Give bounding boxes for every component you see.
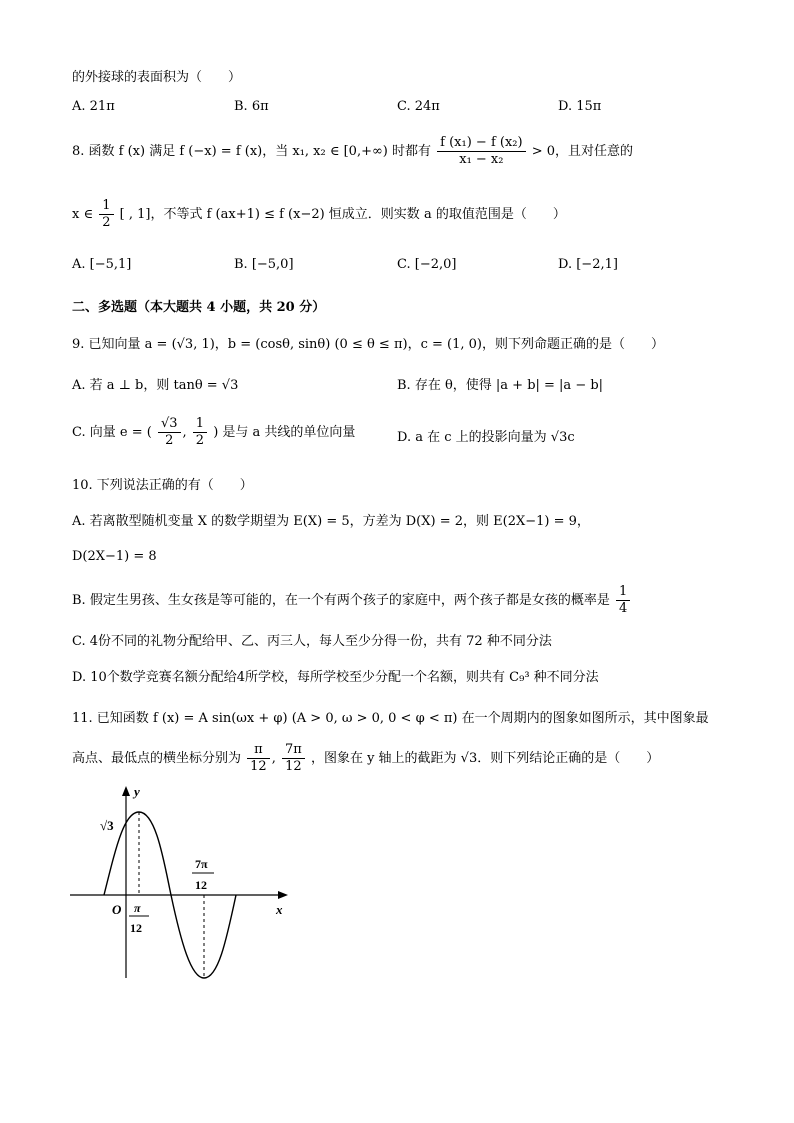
- q11-line2-suffix: ，图象在 y 轴上的截距为 √3．则下列结论正确的是（ ）: [310, 751, 660, 766]
- max-value-label: √3: [100, 818, 114, 833]
- q10-option-a-line1: A. 若离散型随机变量 X 的数学期望为 E(X) = 5，方差为 D(X) = 2，则 E(2X−1) = 9，: [72, 514, 590, 529]
- q10-option-b-fraction: [616, 584, 630, 617]
- q7-option-c: C. 24π: [397, 99, 440, 114]
- q8-line2-fraction-num: 1: [99, 198, 113, 215]
- q8-option-c: C. [−2,0]: [397, 257, 457, 272]
- tick1-num: π: [134, 901, 141, 915]
- q9-stem: 9. 已知向量 a = (√3, 1)，b = (cosθ, sinθ) (0 ≤ θ ≤ π)，c = (1, 0)，则下列命题正确的是（ ）: [72, 337, 664, 352]
- q8-line2-fraction: [99, 198, 113, 231]
- q11-line2-prefix: 高点、最低点的横坐标分别为: [72, 751, 242, 766]
- q9-option-c-suffix: ) 是与 a 共线的单位向量: [213, 425, 356, 440]
- q9-frac1-num: √3: [158, 416, 181, 433]
- q7-option-b: B. 6π: [234, 99, 269, 114]
- q11-stem-line2: 高点、最低点的横坐标分别为 $\frac{\pi}{12}$ , $\frac{7\pi}{12}$ ，图象在 y 轴上的截距为 √3．则下列结论正确的是（ ）: [72, 742, 660, 774]
- q10-option-b: [72, 584, 632, 617]
- q9-option-a: A. 若 a ⊥ b，则 tanθ = √3: [72, 378, 239, 393]
- q11-frac2-num: 7π: [282, 742, 305, 759]
- q8-line2-prefix: x ∈: [72, 207, 94, 222]
- q9-frac2-den: 2: [195, 433, 205, 448]
- x-axis-arrow: [278, 891, 288, 899]
- q9-option-c-prefix: C. 向量 e = (: [72, 425, 152, 440]
- q7-option-d: D. 15π: [558, 99, 602, 114]
- q8-option-b: B. [−5,0]: [234, 257, 294, 272]
- q11-frac2-den: 12: [285, 759, 302, 774]
- q9-option-d: D. a 在 c 上的投影向量为 √3c: [397, 430, 575, 445]
- y-axis-label: y: [134, 784, 140, 799]
- q8-option-d: D. [−2,1]: [558, 257, 618, 272]
- q11-frac1: [247, 742, 270, 775]
- q8-fraction: [437, 135, 525, 168]
- x-axis-label: x: [276, 902, 283, 917]
- q7-stem-tail: 的外接球的表面积为（ ）: [72, 70, 242, 85]
- q10-b-frac-num: 1: [616, 584, 630, 601]
- q9-frac1-den: 2: [165, 433, 174, 448]
- q10-option-a-line2: D(2X−1) = 8: [72, 549, 157, 564]
- sine-graph: [66, 782, 298, 992]
- q10-option-b-text: B. 假定生男孩、生女孩是等可能的，在一个有两个孩子的家庭中，两个孩子都是女孩的概率是: [72, 593, 610, 608]
- q9-option-c: C. 向量 e = ( $\frac{√3}{2}$ , $\frac{1}{2}$ ) 是与 a 共线的单位向量: [72, 416, 356, 448]
- tick2-den: 12: [195, 878, 207, 892]
- q9-frac2-num: 1: [193, 416, 207, 433]
- q9-option-b: B. 存在 θ，使得 |a + b| = |a − b|: [397, 378, 604, 393]
- q8-fraction-numerator: f (x₁) − f (x₂): [437, 135, 525, 152]
- origin-label: O: [112, 902, 122, 917]
- q10-option-d: D. 10个数学竞赛名额分配给4所学校，每所学校至少分配一个名额，则共有 C₉³ 种不同分法: [72, 670, 599, 685]
- q9-option-c-frac1: [158, 416, 181, 449]
- q11-frac1-den: 12: [250, 759, 267, 774]
- section-heading: 二、多选题（本大题共 4 小题，共 20 分）: [72, 300, 326, 315]
- q8-stem-line2: [72, 198, 566, 231]
- q8-fraction-denominator: x₁ − x₂: [459, 152, 504, 167]
- y-axis-arrow: [122, 786, 130, 796]
- q11-frac1-num: π: [247, 742, 270, 759]
- q8-line2-rest: [ , 1]，不等式 f (ax+1) ≤ f (x−2) 恒成立．则实数 a 的取值范围是（ ）: [119, 207, 566, 222]
- q7-option-a: A. 21π: [72, 99, 115, 114]
- q9-option-c-frac2: [193, 416, 207, 449]
- q8-line2-fraction-den: 2: [102, 215, 111, 230]
- q10-option-c: C. 4份不同的礼物分配给甲、乙、丙三人，每人至少分得一份，共有 72 种不同分法: [72, 634, 552, 649]
- q11-frac2: [282, 742, 305, 775]
- tick1-den: 12: [130, 921, 142, 935]
- q10-b-frac-den: 4: [618, 601, 628, 616]
- q11-stem-line1: 11. 已知函数 f (x) = A sin(ωx + φ) (A > 0, ω > 0, 0 < φ < π) 在一个周期内的图象如图所示，其中图象最: [72, 711, 709, 726]
- q8-stem-line1: [72, 135, 633, 168]
- tick2-num: 7π: [195, 857, 208, 871]
- q8-stem-part2: > 0，且对任意的: [531, 144, 634, 159]
- q8-option-a: A. [−5,1]: [72, 257, 132, 272]
- q10-stem: 10. 下列说法正确的有（ ）: [72, 478, 253, 493]
- q8-stem-part1: 8. 函数 f (x) 满足 f (−x) = f (x)，当 x₁, x₂ ∈ [0,+∞) 时都有: [72, 144, 432, 159]
